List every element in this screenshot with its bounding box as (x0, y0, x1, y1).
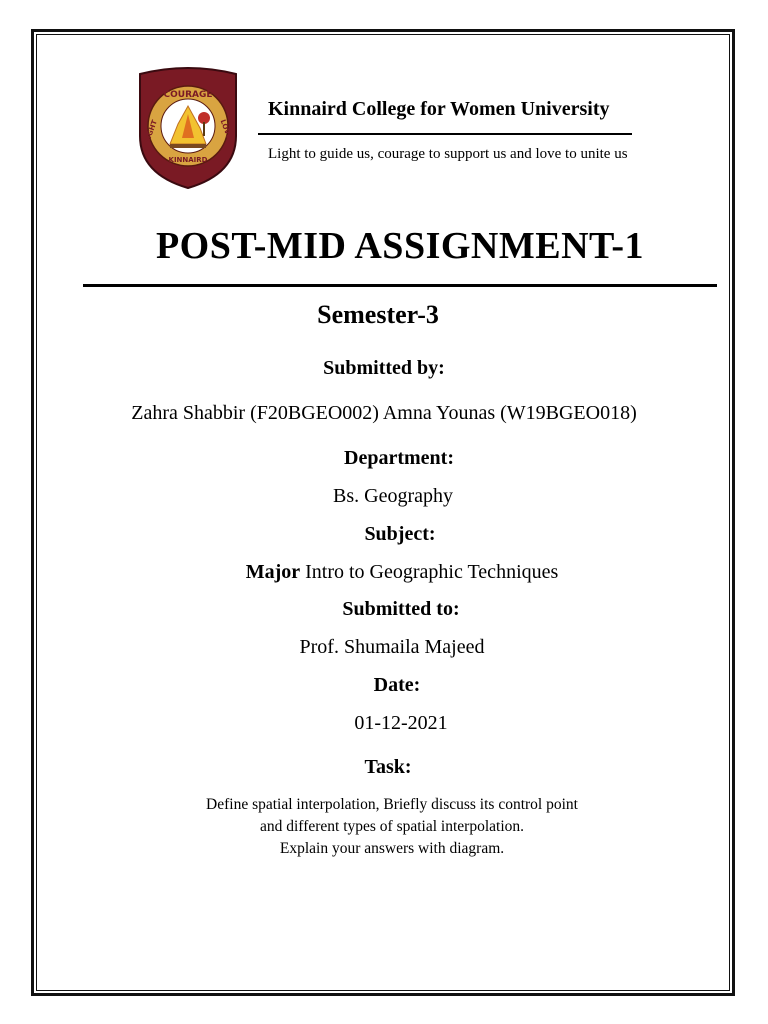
submitted-to-value: Prof. Shumaila Majeed (299, 636, 485, 658)
task-label: Task: (364, 756, 412, 778)
task-line-2: and different types of spatial interpolation. (260, 818, 524, 835)
svg-text:KINNAIRD: KINNAIRD (168, 156, 208, 164)
page-title: POST-MID ASSIGNMENT-1 (155, 225, 645, 267)
college-crest-logo (134, 66, 242, 190)
date-label: Date: (373, 674, 421, 696)
svg-text:COURAGE: COURAGE (163, 90, 213, 100)
department-value: Bs. Geography (333, 485, 453, 507)
submitted-to-label: Submitted to: (342, 598, 460, 620)
task-line-3: Explain your answers with diagram. (279, 840, 505, 857)
task-line-1: Define spatial interpolation, Briefly discuss its control point (206, 796, 578, 813)
subject-label: Subject: (364, 523, 436, 545)
submitted-by-label: Submitted by: (323, 357, 445, 379)
submitted-by-value: Zahra Shabbir (F20BGEO002) Amna Younas (W19BGEO018) (131, 402, 637, 424)
svg-text:LIGHT: LIGHT (143, 118, 159, 144)
subject-value-line (0, 561, 768, 584)
subject-value: Intro to Geographic Techniques (300, 561, 559, 583)
date-value: 01-12-2021 (354, 712, 448, 734)
college-name: Kinnaird College for Women University (268, 98, 610, 120)
task-description (0, 794, 768, 860)
college-motto: Light to guide us, courage to support us and love to unite us (268, 146, 628, 162)
subject-major-prefix: Major (245, 561, 301, 583)
header-divider (258, 133, 632, 135)
department-label: Department: (344, 447, 454, 469)
svg-text:LOVE: LOVE (218, 118, 234, 141)
title-divider (83, 284, 717, 287)
semester-heading: Semester-3 (317, 300, 439, 329)
